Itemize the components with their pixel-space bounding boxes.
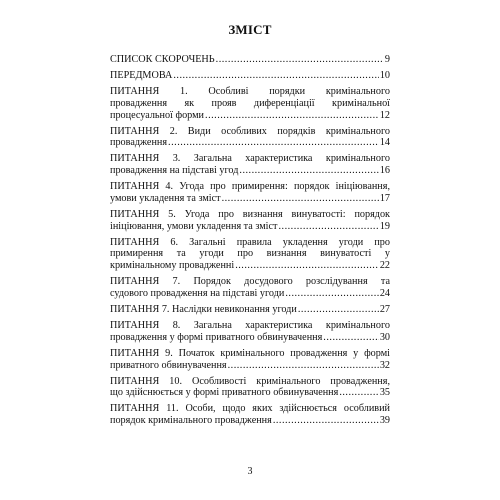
toc-page-number: 14 [379,137,390,149]
toc-page-number: 32 [379,359,390,371]
toc-entry-line: ПИТАННЯ 1. Особливі порядки кримінального [110,85,390,97]
dot-leader [216,54,384,66]
toc-page-number: 39 [379,415,390,427]
toc-entry-line: ПИТАННЯ 7. Порядок досудового розслідування та [110,276,390,288]
toc-entry-line: ПИТАННЯ 2. Види особливих порядків кримінального [110,125,390,137]
toc-entry[interactable] [110,276,390,300]
toc-entry-line: ПИТАННЯ 9. Початок кримінального провадження у формі [110,347,390,359]
dot-leader [205,110,379,122]
dot-leader [235,260,379,272]
toc-entry[interactable] [110,70,390,82]
dot-leader [339,387,379,399]
toc-entry[interactable] [110,348,390,372]
toc-page-number: 10 [379,69,390,81]
toc-entry-line: ПИТАННЯ 6. Загальні правила укладення угоди про [110,236,390,248]
toc-entry-title: ініціювання, умови укладення та зміст [110,220,278,232]
toc-page-number: 22 [379,260,390,272]
toc-entry-title: провадження [110,137,168,149]
toc-entry-line: ПИТАННЯ 11. Особи, щодо яких здійснюється особливий [110,403,390,415]
table-of-contents [110,54,390,431]
dot-leader [222,193,379,205]
toc-entry-line: ПИТАННЯ 3. Загальна характеристика кримінального [110,153,390,165]
page-number: 3 [247,466,253,477]
toc-entry-title: провадження у формі приватного обвинувачення [110,331,323,343]
toc-page-number: 9 [384,54,390,65]
toc-entry[interactable] [110,403,390,427]
toc-entry-line: ПИТАННЯ 4. Угода про примирення: порядок ініціювання, [110,181,390,193]
toc-page-number: 30 [379,331,390,343]
toc-entry-line: примирення та угоди про визнання винуватості у [110,248,390,260]
toc-page-number: 17 [379,192,390,204]
toc-entry[interactable] [110,181,390,205]
dot-leader [298,304,379,316]
toc-entry[interactable] [110,320,390,344]
toc-entry-title: провадження на підставі угод [110,165,239,177]
toc-entry-title: що здійснюється у формі приватного обвинувачення [110,387,339,399]
dot-leader [228,360,379,372]
toc-entry-title: процесуальної форми [110,109,205,121]
dot-leader [323,332,379,344]
toc-entry-line: ПИТАННЯ 8. Загальна характеристика кримінального [110,320,390,332]
toc-entry[interactable] [110,126,390,150]
dot-leader [273,415,379,427]
toc-page-number: 27 [379,304,390,316]
dot-leader [239,165,378,177]
toc-entry-title: порядок кримінального провадження [110,415,272,427]
dot-leader [168,137,379,149]
toc-entry-title: судового провадження на підставі угоди [110,288,285,300]
toc-page-number: 12 [379,109,390,121]
dot-leader [173,70,378,82]
toc-entry-line: ПИТАННЯ 5. Угода про визнання винуватості: порядок [110,208,390,220]
toc-entry[interactable] [110,209,390,233]
toc-entry[interactable] [110,237,390,272]
toc-entry[interactable] [110,54,390,66]
toc-entry[interactable] [110,376,390,400]
toc-entry-line: провадження як прояв диференціації кримінальної [110,97,390,109]
toc-entry-line: ПИТАННЯ 10. Особливості кримінального провадження, [110,375,390,387]
page-title: ЗМІСТ [228,22,272,37]
toc-page-number: 16 [379,165,390,177]
toc-entry-title: СПИСОК СКОРОЧЕНЬ [110,54,215,65]
toc-entry-title: ПЕРЕДМОВА [110,69,173,81]
toc-entry-title: приватного обвинувачення [110,359,227,371]
dot-leader [285,288,378,300]
toc-entry-title: ПИТАННЯ 7. Наслідки невиконання угоди [110,304,297,316]
toc-entry[interactable] [110,86,390,121]
dot-leader [278,221,378,233]
toc-page-number: 24 [379,288,390,300]
toc-page-number: 35 [379,387,390,399]
toc-page-number: 19 [379,220,390,232]
toc-entry-title: кримінальному провадженні [110,260,235,272]
toc-entry[interactable] [110,304,390,316]
toc-entry-title: умови укладення та зміст [110,192,221,204]
toc-entry[interactable] [110,153,390,177]
